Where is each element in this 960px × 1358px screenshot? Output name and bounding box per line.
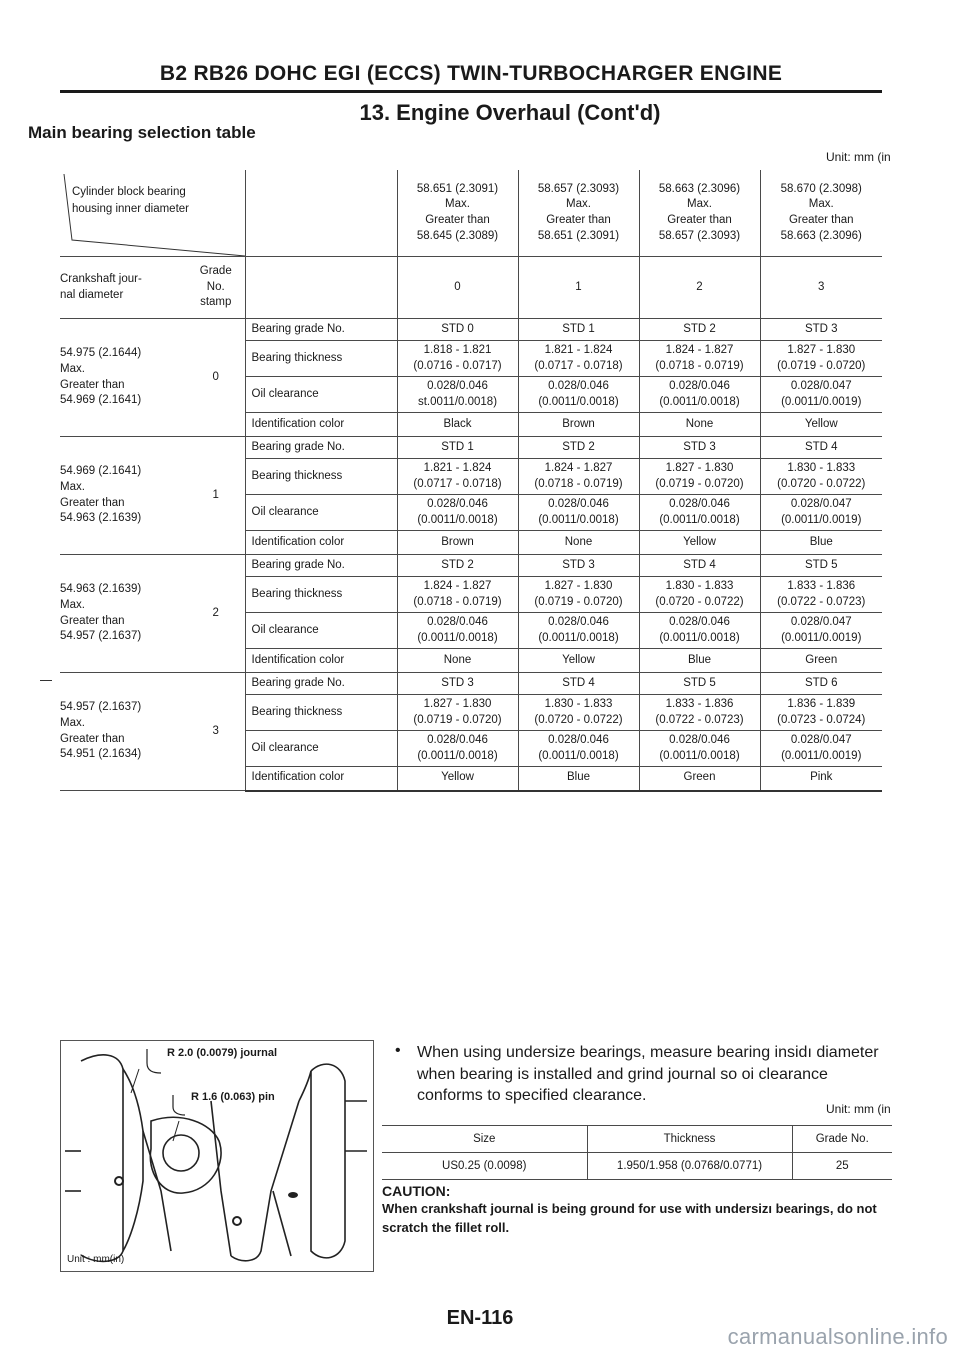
clearance-line: 0.028/0.047 [790, 497, 852, 510]
color-value: None [639, 413, 760, 437]
housing-gt: Greater than [667, 214, 732, 226]
thickness-line: (0.0718 - 0.0719) [413, 595, 502, 608]
thickness-value [760, 577, 882, 613]
thickness-line: (0.0719 - 0.0720) [655, 477, 744, 490]
clearance-line: (0.0011/0.0018) [659, 513, 740, 526]
journal-diameter-line: 54.969 (2.1641) [60, 465, 142, 478]
bearing-grade-value: STD 3 [397, 673, 518, 695]
thickness-line: 1.833 - 1.836 [665, 697, 734, 710]
thickness-value [397, 577, 518, 613]
housing-max: Max. [687, 198, 712, 211]
clearance-line: (0.0011/0.0018) [417, 631, 498, 644]
thickness-value [760, 341, 882, 377]
figure-unit-label: Unit : mm(in) [67, 1254, 125, 1265]
clearance-line: (0.0011/0.0019) [781, 631, 862, 644]
housing-upper: 58.670 (2.3098) [780, 182, 862, 195]
clearance-line: (0.0011/0.0019) [781, 395, 862, 408]
color-value: Green [639, 767, 760, 791]
caution-title: CAUTION: [382, 1183, 451, 1199]
color-value: Brown [518, 413, 639, 437]
color-value: None [518, 531, 639, 555]
housing-gt: Greater than [425, 214, 490, 226]
journal-grade: 3 [187, 673, 245, 791]
row-label: Bearing thickness [245, 695, 397, 731]
thickness-value [397, 459, 518, 495]
clearance-line: 0.028/0.046 [669, 379, 730, 392]
journal-grade: 1 [187, 437, 245, 555]
undersize-unit-label: Unit: mm (in [826, 1102, 891, 1116]
watermark: carmanualsonline.info [727, 1324, 948, 1349]
clearance-line: (0.0011/0.0018) [417, 749, 498, 762]
selection-row-bearing-grade [60, 437, 882, 459]
thickness-line: (0.0716 - 0.0717) [413, 359, 502, 372]
color-value: Black [397, 413, 518, 437]
clearance-value [397, 731, 518, 767]
clearance-line: 0.028/0.047 [790, 379, 852, 392]
thickness-line: 1.824 - 1.827 [423, 579, 492, 592]
thickness-value [639, 341, 760, 377]
undersize-thickness: 1.950/1.958 (0.0768/0.0771) [587, 1153, 792, 1180]
journal-radius-label: R 2.0 (0.0079) journal [167, 1047, 278, 1059]
bearing-grade-value: STD 5 [639, 673, 760, 695]
color-value: Yellow [760, 413, 882, 437]
clearance-line: (0.0011/0.0018) [659, 631, 740, 644]
journal-diameter-line: Greater than [60, 614, 125, 627]
journal-grade: 0 [187, 319, 245, 437]
thickness-line: (0.0723 - 0.0724) [777, 713, 866, 726]
clearance-line: 0.028/0.046 [548, 615, 609, 628]
crankshaft-fillet-figure [60, 1040, 374, 1272]
housing-col [639, 170, 760, 257]
main-bearing-selection-table [60, 170, 882, 792]
clearance-line: 0.028/0.046 [669, 497, 730, 510]
grade-stamp-row [60, 257, 882, 319]
journal-diameter-line: Greater than [60, 732, 125, 745]
undersize-header: Thickness [587, 1126, 792, 1153]
clearance-line: (0.0011/0.0018) [538, 749, 619, 762]
thickness-value [760, 695, 882, 731]
color-value: Blue [760, 531, 882, 555]
clearance-line: 0.028/0.046 [548, 379, 609, 392]
bearing-grade-value: STD 4 [760, 437, 882, 459]
thickness-line: 1.836 - 1.839 [787, 697, 856, 710]
clearance-line: 0.028/0.046 [548, 497, 609, 510]
selection-row-bearing-grade [60, 673, 882, 695]
housing-grade: 2 [639, 257, 760, 319]
clearance-line: (0.0011/0.0018) [538, 513, 619, 526]
clearance-value [760, 613, 882, 649]
thickness-line: (0.0719 - 0.0720) [777, 359, 866, 372]
thickness-line: (0.0722 - 0.0723) [777, 595, 866, 608]
row-label: Bearing grade No. [245, 319, 397, 341]
clearance-value [760, 495, 882, 531]
thickness-line: (0.0717 - 0.0718) [413, 477, 502, 490]
housing-max: Max. [808, 198, 834, 211]
bearing-grade-value: STD 2 [518, 437, 639, 459]
page-header [60, 62, 882, 86]
journal-diameter [60, 555, 187, 673]
clearance-line: 0.028/0.046 [427, 497, 488, 510]
grade-label-line: Grade [199, 265, 232, 278]
clearance-line: (0.0011/0.0018) [538, 395, 619, 408]
journal-diameter-line: Max. [60, 716, 85, 729]
housing-lower: 58.663 (2.3096) [780, 229, 862, 242]
row-label: Oil clearance [245, 613, 397, 649]
thickness-line: 1.827 - 1.830 [665, 461, 734, 474]
selection-row-bearing-grade [60, 319, 882, 341]
color-value: None [397, 649, 518, 673]
row-label: Bearing grade No. [245, 673, 397, 695]
undersize-header-row [382, 1126, 892, 1153]
housing-max: Max. [445, 198, 470, 211]
row-label: Identification color [245, 413, 397, 437]
clearance-value [397, 613, 518, 649]
housing-grade: 3 [760, 257, 882, 319]
housing-upper: 58.657 (2.3093) [537, 182, 620, 195]
journal-diameter-line: 54.963 (2.1639) [60, 512, 142, 525]
thickness-value [397, 695, 518, 731]
housing-col [760, 170, 882, 257]
undersize-grade: 25 [792, 1153, 892, 1180]
color-value: Blue [518, 767, 639, 791]
journal-diameter-line: Max. [60, 598, 85, 611]
thickness-line: 1.830 - 1.833 [787, 461, 856, 474]
clearance-value [639, 613, 760, 649]
thickness-line: (0.0719 - 0.0720) [413, 713, 502, 726]
row-label: Oil clearance [245, 377, 397, 413]
thickness-line: (0.0718 - 0.0719) [655, 359, 744, 372]
crankshaft-drawing [61, 1041, 373, 1271]
note-bullet: • [395, 1042, 401, 1059]
undersize-table [382, 1125, 892, 1180]
thickness-line: 1.830 - 1.833 [544, 697, 613, 710]
journal-diameter-line: 54.963 (2.1639) [60, 583, 142, 596]
thickness-value [518, 695, 639, 731]
row-label: Bearing thickness [245, 577, 397, 613]
thickness-line: (0.0720 - 0.0722) [777, 477, 866, 490]
clearance-line: 0.028/0.046 [669, 615, 730, 628]
clearance-line: (0.0011/0.0019) [781, 513, 862, 526]
row-label: Bearing grade No. [245, 437, 397, 459]
row-label: Oil clearance [245, 495, 397, 531]
color-value: Yellow [639, 531, 760, 555]
journal-diameter [60, 319, 187, 437]
grade-label-line: stamp [200, 296, 232, 309]
thickness-line: 1.821 - 1.824 [423, 461, 492, 474]
clearance-value [639, 731, 760, 767]
clearance-value [518, 495, 639, 531]
corner-top-label [72, 184, 189, 217]
margin-mark [40, 680, 52, 681]
clearance-value [760, 731, 882, 767]
clearance-value [518, 377, 639, 413]
thickness-value [518, 341, 639, 377]
thickness-line: 1.824 - 1.827 [665, 343, 734, 356]
housing-lower: 58.657 (2.3093) [658, 229, 741, 242]
table-unit-label: Unit: mm (in [826, 150, 891, 164]
pin-radius-label: R 1.6 (0.063) pin [191, 1091, 275, 1103]
thickness-value [397, 341, 518, 377]
thickness-line: 1.821 - 1.824 [544, 343, 613, 356]
bearing-grade-value: STD 0 [397, 319, 518, 341]
corner-top-line: Cylinder block bearing [72, 186, 186, 198]
corner-left-line: Crankshaft jour- [60, 272, 142, 285]
housing-grade: 0 [397, 257, 518, 319]
thickness-line: (0.0718 - 0.0719) [534, 477, 623, 490]
thickness-line: (0.0719 - 0.0720) [534, 595, 623, 608]
housing-gt: Greater than [788, 214, 854, 226]
clearance-line: (0.0011/0.0018) [538, 631, 619, 644]
color-value: Yellow [397, 767, 518, 791]
undersize-header: Grade No. [792, 1126, 892, 1153]
housing-col [397, 170, 518, 257]
thickness-value [518, 459, 639, 495]
page-title: B2 RB26 DOHC EGI (ECCS) TWIN-TURBOCHARGER ENGINE [159, 62, 783, 85]
thickness-line: 1.827 - 1.830 [787, 343, 856, 356]
clearance-value [397, 495, 518, 531]
housing-lower: 58.651 (2.3091) [537, 229, 620, 242]
journal-diameter-line: 54.975 (2.1644) [60, 347, 142, 360]
thickness-value [639, 459, 760, 495]
row-label: Identification color [245, 649, 397, 673]
thickness-line: (0.0722 - 0.0723) [655, 713, 744, 726]
clearance-line: (0.0011/0.0018) [417, 513, 498, 526]
journal-diameter [60, 673, 187, 791]
row-label: Bearing thickness [245, 459, 397, 495]
housing-diameter-row [60, 170, 882, 257]
clearance-line: (0.0011/0.0018) [659, 395, 740, 408]
bearing-grade-value: STD 2 [397, 555, 518, 577]
bearing-grade-value: STD 4 [518, 673, 639, 695]
housing-col [518, 170, 639, 257]
thickness-line: (0.0720 - 0.0722) [655, 595, 744, 608]
corner-top-line: housing inner diameter [72, 202, 189, 215]
undersize-note: When using undersize bearings, measure bearing insidı diameter when bearing is installed and grind journal so oi clearance conforms to specified clearance. [417, 1044, 879, 1105]
bearing-grade-value: STD 3 [760, 319, 882, 341]
clearance-line: 0.028/0.047 [790, 733, 852, 746]
thickness-line: 1.830 - 1.833 [665, 579, 734, 592]
thickness-line: (0.0720 - 0.0722) [534, 713, 623, 726]
clearance-line: (0.0011/0.0018) [659, 749, 740, 762]
clearance-value [397, 377, 518, 413]
bearing-grade-value: STD 4 [639, 555, 760, 577]
clearance-line: 0.028/0.046 [669, 733, 730, 746]
corner-cell [60, 170, 245, 257]
clearance-line: (0.0011/0.0019) [781, 749, 862, 762]
color-value: Yellow [518, 649, 639, 673]
caution-text: When crankshaft journal is being ground for use with undersizı bearings, do not scratch the fillet roll. [382, 1201, 877, 1235]
housing-grade: 1 [518, 257, 639, 319]
journal-diameter-line: Max. [60, 480, 85, 493]
page-subtitle: 13. Engine Overhaul (Cont'd) [359, 100, 661, 125]
selection-row-bearing-grade [60, 555, 882, 577]
journal-diameter-line: Greater than [60, 496, 125, 509]
clearance-line: 0.028/0.047 [790, 615, 852, 628]
journal-diameter-line: Max. [60, 362, 85, 375]
color-value: Blue [639, 649, 760, 673]
journal-diameter [60, 437, 187, 555]
clearance-value [760, 377, 882, 413]
housing-upper: 58.663 (2.3096) [658, 182, 741, 195]
corner-left-line: nal diameter [60, 288, 124, 301]
journal-diameter-label [60, 257, 187, 319]
bearing-grade-value: STD 2 [639, 319, 760, 341]
blank-cell [245, 257, 397, 319]
thickness-line: (0.0717 - 0.0718) [534, 359, 623, 372]
journal-diameter-line: 54.969 (2.1641) [60, 394, 142, 407]
undersize-header: Size [382, 1126, 587, 1153]
clearance-line: 0.028/0.046 [427, 733, 488, 746]
undersize-row [382, 1153, 892, 1180]
thickness-value [639, 695, 760, 731]
color-value: Brown [397, 531, 518, 555]
clearance-value [518, 613, 639, 649]
thickness-line: 1.827 - 1.830 [544, 579, 613, 592]
housing-max: Max. [566, 198, 591, 211]
row-label: Identification color [245, 767, 397, 791]
housing-gt: Greater than [546, 214, 611, 226]
color-value: Green [760, 649, 882, 673]
journal-grade: 2 [187, 555, 245, 673]
housing-upper: 58.651 (2.3091) [416, 182, 499, 195]
grade-label [187, 257, 245, 319]
row-label: Bearing thickness [245, 341, 397, 377]
journal-diameter-line: 54.957 (2.1637) [60, 630, 142, 643]
thickness-line: 1.827 - 1.830 [423, 697, 492, 710]
section-title: Main bearing selection table [28, 123, 256, 142]
thickness-line: 1.818 - 1.821 [423, 343, 492, 356]
thickness-line: 1.833 - 1.836 [787, 579, 856, 592]
page-number: EN-116 [446, 1307, 514, 1329]
bearing-grade-value: STD 5 [760, 555, 882, 577]
clearance-line: st.0011/0.0018) [417, 395, 498, 408]
thickness-line: 1.824 - 1.827 [544, 461, 613, 474]
clearance-line: 0.028/0.046 [427, 379, 488, 392]
journal-diameter-line: 54.951 (2.1634) [60, 748, 142, 761]
thickness-value [518, 577, 639, 613]
row-label: Bearing grade No. [245, 555, 397, 577]
clearance-value [639, 377, 760, 413]
thickness-value [639, 577, 760, 613]
bearing-grade-value: STD 6 [760, 673, 882, 695]
row-label: Identification color [245, 531, 397, 555]
thickness-value [760, 459, 882, 495]
bearing-grade-value: STD 1 [397, 437, 518, 459]
journal-diameter-line: Greater than [60, 378, 125, 391]
bearing-grade-value: STD 1 [518, 319, 639, 341]
journal-diameter-line: 54.957 (2.1637) [60, 701, 142, 714]
undersize-size: US0.25 (0.0098) [382, 1153, 587, 1180]
clearance-value [518, 731, 639, 767]
bearing-grade-value: STD 3 [518, 555, 639, 577]
grade-label-line: No. [206, 280, 225, 293]
blank-cell [245, 170, 397, 257]
color-value: Pink [760, 767, 882, 791]
clearance-line: 0.028/0.046 [427, 615, 488, 628]
clearance-value [639, 495, 760, 531]
title-rule [60, 90, 882, 93]
clearance-line: 0.028/0.046 [548, 733, 609, 746]
bearing-grade-value: STD 3 [639, 437, 760, 459]
row-label: Oil clearance [245, 731, 397, 767]
housing-lower: 58.645 (2.3089) [416, 229, 499, 242]
